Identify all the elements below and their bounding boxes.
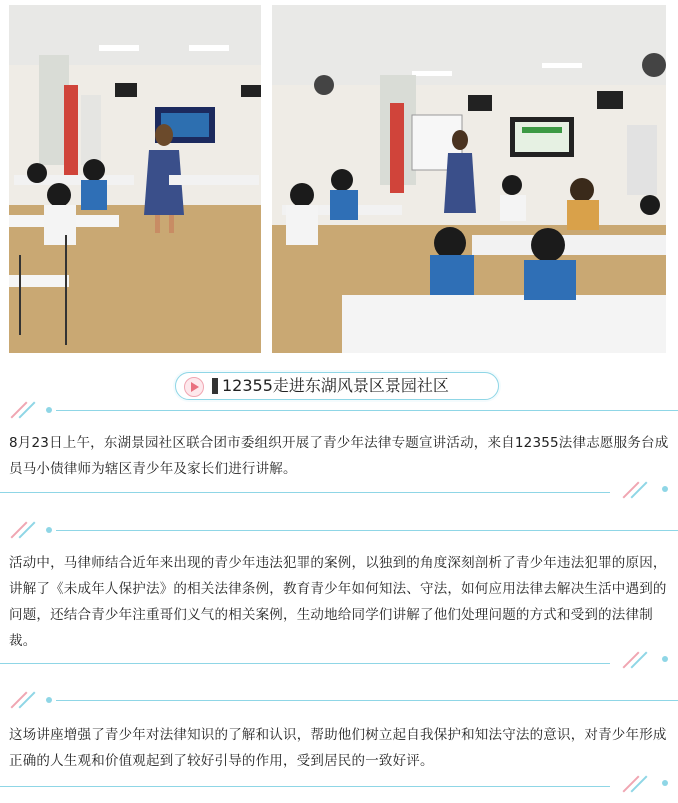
divider-line bbox=[56, 410, 678, 411]
paragraph-summary: 这场讲座增强了青少年对法律知识的了解和认识，帮助他们树立起自我保护和知法守法的意识，对青少年形成正确的人生观和价值观起到了较好引导的作用，受到居民的一致好评。 bbox=[9, 727, 667, 769]
divider-line bbox=[0, 663, 610, 664]
dot-decoration-icon bbox=[662, 780, 668, 786]
stripe-decoration-icon bbox=[10, 690, 44, 710]
stripe-decoration-icon bbox=[10, 400, 44, 420]
paragraph-intro: 8月23日上午，东湖景园社区联合团市委组织开展了青少年法律专题宣讲活动，来自12355法律志愿服务台成员马小债律师为辖区青少年及家长们进行讲解。 bbox=[9, 435, 669, 477]
stripe-decoration-icon bbox=[622, 774, 656, 794]
dot-decoration-icon bbox=[662, 656, 668, 662]
dot-decoration-icon bbox=[46, 527, 52, 533]
dot-decoration-icon bbox=[46, 407, 52, 413]
stripe-decoration-icon bbox=[10, 520, 44, 540]
dot-decoration-icon bbox=[662, 486, 668, 492]
paragraph-activity: 活动中，马律师结合近年来出现的青少年违法犯罪的案例，以独到的角度深刻剖析了青少年违法犯罪的原因，讲解了《未成年人保护法》的相关法律条例，教育青少年如何知法、守法，如何应用法律去解决生活中遇到的问题，还结合青少年注重哥们义气的相关案例，生动地给同学们讲解了他们处理问题的方式和受到的法律制裁。 bbox=[9, 555, 667, 649]
divider-line bbox=[0, 786, 610, 787]
play-icon bbox=[184, 377, 204, 397]
section-title: 12355走进东湖风景区景园社区 bbox=[222, 376, 449, 395]
stripe-decoration-icon bbox=[622, 480, 656, 500]
event-photo-left bbox=[9, 5, 261, 353]
section-title-badge bbox=[175, 372, 499, 400]
divider-line bbox=[0, 492, 610, 493]
stripe-decoration-icon bbox=[622, 650, 656, 670]
divider-line bbox=[56, 700, 678, 701]
event-photo-right bbox=[272, 5, 666, 353]
title-bar-marker bbox=[212, 378, 218, 394]
divider-line bbox=[56, 530, 678, 531]
dot-decoration-icon bbox=[46, 697, 52, 703]
